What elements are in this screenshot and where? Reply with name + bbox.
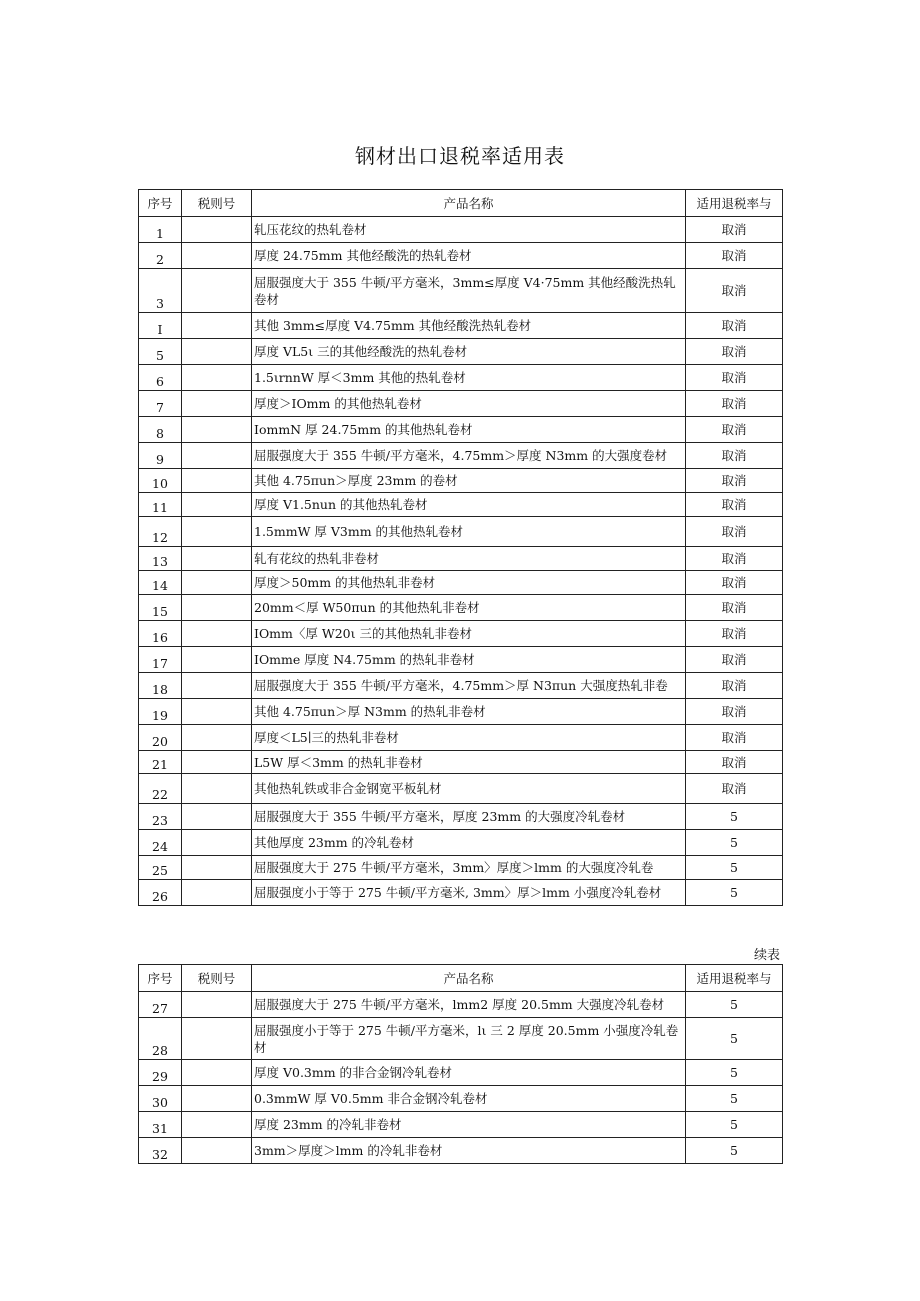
table-row — [139, 1112, 783, 1138]
table-header-row — [139, 965, 783, 992]
cell-seq: 17 — [139, 647, 182, 673]
cell-rate: 取消 — [686, 517, 783, 547]
cell-seq: 18 — [139, 673, 182, 699]
cell-seq: 2 — [139, 243, 182, 269]
cell-code — [182, 493, 252, 517]
cell-code — [182, 856, 252, 880]
cell-rate: 取消 — [686, 217, 783, 243]
cell-seq: 8 — [139, 417, 182, 443]
cell-rate: 5 — [686, 992, 783, 1018]
cell-name: IommN 厚 24.75mm 的其他热轧卷材 — [252, 417, 686, 443]
cell-code — [182, 725, 252, 751]
table-row — [139, 751, 783, 774]
cell-seq: 32 — [139, 1138, 182, 1164]
cell-name: 厚度＞IOmm 的其他热轧卷材 — [252, 391, 686, 417]
table-body — [139, 217, 783, 906]
cell-name: 屈服强度大于 355 牛顿/平方毫米，4.75mm＞厚 N3πun 大强度热轧非卷 — [252, 673, 686, 699]
cell-seq: 27 — [139, 992, 182, 1018]
table-row — [139, 595, 783, 621]
cell-code — [182, 417, 252, 443]
table-row — [139, 856, 783, 880]
cell-rate: 取消 — [686, 647, 783, 673]
cell-rate: 5 — [686, 1018, 783, 1060]
cell-rate: 5 — [686, 880, 783, 906]
table-row — [139, 517, 783, 547]
cell-code — [182, 571, 252, 595]
header-rate: 适用退税率与 — [686, 965, 783, 992]
header-name: 产品名称 — [252, 965, 686, 992]
cell-seq: 26 — [139, 880, 182, 906]
cell-seq: 28 — [139, 1018, 182, 1060]
table-row — [139, 699, 783, 725]
cell-name: 厚度 24.75mm 其他经酸洗的热轧卷材 — [252, 243, 686, 269]
cell-seq: 20 — [139, 725, 182, 751]
cell-rate: 5 — [686, 1112, 783, 1138]
cell-rate: 取消 — [686, 725, 783, 751]
cell-code — [182, 595, 252, 621]
cell-code — [182, 699, 252, 725]
cell-rate: 5 — [686, 856, 783, 880]
cell-rate: 取消 — [686, 365, 783, 391]
cell-name: 厚度 V1.5nun 的其他热轧卷材 — [252, 493, 686, 517]
cell-name: 屈服强度小于等于 275 牛顿/平方毫米，lι 三 2 厚度 20.5mm 小强度冷轧卷材 — [252, 1018, 686, 1060]
cell-name: 屈服强度大于 355 牛顿/平方毫米，3mm≤厚度 V4·75mm 其他经酸洗热轧卷材 — [252, 269, 686, 313]
cell-code — [182, 992, 252, 1018]
cell-code — [182, 443, 252, 469]
cell-rate: 取消 — [686, 243, 783, 269]
cell-name: 其他 4.75πun＞厚 N3mm 的热轧非卷材 — [252, 699, 686, 725]
cell-code — [182, 1086, 252, 1112]
cell-rate: 取消 — [686, 571, 783, 595]
cell-rate: 5 — [686, 1086, 783, 1112]
table-row — [139, 547, 783, 571]
table-row — [139, 339, 783, 365]
table-row — [139, 1138, 783, 1164]
table-row — [139, 647, 783, 673]
header-name: 产品名称 — [252, 190, 686, 217]
table-row — [139, 830, 783, 856]
cell-code — [182, 339, 252, 365]
cell-seq: 23 — [139, 804, 182, 830]
table-row — [139, 469, 783, 493]
cell-code — [182, 647, 252, 673]
refund-rate-table — [138, 189, 783, 906]
cell-rate: 5 — [686, 1138, 783, 1164]
cell-rate: 取消 — [686, 443, 783, 469]
cell-rate: 取消 — [686, 417, 783, 443]
cell-seq: 9 — [139, 443, 182, 469]
refund-rate-table-continued — [138, 964, 783, 1164]
cell-rate: 5 — [686, 1060, 783, 1086]
cell-code — [182, 751, 252, 774]
cell-rate: 取消 — [686, 751, 783, 774]
header-rate: 适用退税率与 — [686, 190, 783, 217]
cell-name: 轧压花纹的热轧卷材 — [252, 217, 686, 243]
cell-rate: 取消 — [686, 621, 783, 647]
table-row — [139, 673, 783, 699]
cell-name: 屈服强度大于 275 牛顿/平方毫米，lmm2 厚度 20.5mm 大强度冷轧卷材 — [252, 992, 686, 1018]
cell-code — [182, 469, 252, 493]
cell-name: L5W 厚＜3mm 的热轧非卷材 — [252, 751, 686, 774]
table-row — [139, 365, 783, 391]
cell-name: 厚度＞50mm 的其他热轧非卷材 — [252, 571, 686, 595]
cell-name: 厚度 V0.3mm 的非合金钢冷轧卷材 — [252, 1060, 686, 1086]
table-row — [139, 417, 783, 443]
cell-rate: 取消 — [686, 547, 783, 571]
cell-code — [182, 621, 252, 647]
cell-name: 屈服强度小于等于 275 牛顿/平方毫米, 3mm〉厚＞lmm 小强度冷轧卷材 — [252, 880, 686, 906]
table-row — [139, 571, 783, 595]
cell-code — [182, 243, 252, 269]
cell-seq: 22 — [139, 774, 182, 804]
cell-seq: 30 — [139, 1086, 182, 1112]
cell-name: 20mm＜厚 W50πun 的其他热轧非卷材 — [252, 595, 686, 621]
cell-seq: I — [139, 313, 182, 339]
cell-seq: 21 — [139, 751, 182, 774]
cell-name: 其他厚度 23mm 的冷轧卷材 — [252, 830, 686, 856]
cell-name: 1.5mmW 厚 V3mm 的其他热轧卷材 — [252, 517, 686, 547]
cell-seq: 3 — [139, 269, 182, 313]
table-row — [139, 1086, 783, 1112]
cell-name: 屈服强度大于 355 牛顿/平方毫米，厚度 23mm 的大强度冷轧卷材 — [252, 804, 686, 830]
cell-code — [182, 830, 252, 856]
cell-seq: 19 — [139, 699, 182, 725]
cell-code — [182, 673, 252, 699]
table-header-row — [139, 190, 783, 217]
cell-name: 轧有花纹的热轧非卷材 — [252, 547, 686, 571]
header-code: 税则号 — [182, 190, 252, 217]
cell-seq: 13 — [139, 547, 182, 571]
cell-rate: 取消 — [686, 699, 783, 725]
cell-rate: 取消 — [686, 469, 783, 493]
table-row — [139, 621, 783, 647]
cell-seq: 14 — [139, 571, 182, 595]
cell-seq: 24 — [139, 830, 182, 856]
table-row — [139, 725, 783, 751]
cell-code — [182, 804, 252, 830]
cell-rate: 取消 — [686, 391, 783, 417]
cell-rate: 取消 — [686, 774, 783, 804]
cell-seq: 11 — [139, 493, 182, 517]
cell-name: 其他 4.75πun＞厚度 23mm 的卷材 — [252, 469, 686, 493]
cell-rate: 5 — [686, 830, 783, 856]
table-row — [139, 1060, 783, 1086]
table-row — [139, 992, 783, 1018]
cell-name: 其他热轧铁或非合金钢宽平板轧材 — [252, 774, 686, 804]
table-row — [139, 391, 783, 417]
header-seq: 序号 — [139, 190, 182, 217]
cell-seq: 16 — [139, 621, 182, 647]
cell-code — [182, 517, 252, 547]
cell-name: 屈服强度大于 275 牛顿/平方毫米，3mm〉厚度＞lmm 的大强度冷轧卷 — [252, 856, 686, 880]
table-row — [139, 269, 783, 313]
cell-code — [182, 313, 252, 339]
cell-code — [182, 365, 252, 391]
cell-seq: 1 — [139, 217, 182, 243]
cell-name: 厚度 23mm 的冷轧非卷材 — [252, 1112, 686, 1138]
cell-code — [182, 269, 252, 313]
page-title: 钢材出口退税率适用表 — [355, 144, 565, 168]
cell-code — [182, 880, 252, 906]
cell-name: 3mm＞厚度＞lmm 的冷轧非卷材 — [252, 1138, 686, 1164]
cell-rate: 取消 — [686, 595, 783, 621]
cell-seq: 25 — [139, 856, 182, 880]
cell-code — [182, 1060, 252, 1086]
table-row — [139, 443, 783, 469]
cell-name: 1.5ιrnnW 厚＜3mm 其他的热轧卷材 — [252, 365, 686, 391]
table-row — [139, 880, 783, 906]
cell-code — [182, 1138, 252, 1164]
cell-code — [182, 774, 252, 804]
table-row — [139, 774, 783, 804]
cell-rate: 5 — [686, 804, 783, 830]
table-row — [139, 493, 783, 517]
cell-code — [182, 547, 252, 571]
cell-seq: 6 — [139, 365, 182, 391]
cell-name: 0.3mmW 厚 V0.5mm 非合金钢冷轧卷材 — [252, 1086, 686, 1112]
table-row — [139, 313, 783, 339]
header-seq: 序号 — [139, 965, 182, 992]
table-row — [139, 243, 783, 269]
cell-seq: 5 — [139, 339, 182, 365]
cell-name: 屈服强度大于 355 牛顿/平方毫米，4.75mm＞厚度 N3mm 的大强度卷材 — [252, 443, 686, 469]
cell-name: IOmm〈厚 W20ι 三的其他热轧非卷材 — [252, 621, 686, 647]
cell-rate: 取消 — [686, 493, 783, 517]
cell-code — [182, 1112, 252, 1138]
cell-seq: 10 — [139, 469, 182, 493]
cell-name: 厚度 VL5ι 三的其他经酸洗的热轧卷材 — [252, 339, 686, 365]
cell-seq: 12 — [139, 517, 182, 547]
table-row — [139, 217, 783, 243]
cell-rate: 取消 — [686, 339, 783, 365]
cell-rate: 取消 — [686, 313, 783, 339]
header-code: 税则号 — [182, 965, 252, 992]
table-row — [139, 804, 783, 830]
table-row — [139, 1018, 783, 1060]
cell-rate: 取消 — [686, 269, 783, 313]
cell-code — [182, 391, 252, 417]
continued-label: 续表 — [753, 948, 780, 963]
cell-code — [182, 1018, 252, 1060]
cell-name: IOmme 厚度 N4.75mm 的热轧非卷材 — [252, 647, 686, 673]
cell-code — [182, 217, 252, 243]
cell-seq: 7 — [139, 391, 182, 417]
cell-rate: 取消 — [686, 673, 783, 699]
table-body — [139, 992, 783, 1164]
cell-seq: 29 — [139, 1060, 182, 1086]
cell-seq: 31 — [139, 1112, 182, 1138]
cell-name: 其他 3mm≤厚度 V4.75mm 其他经酸洗热轧卷材 — [252, 313, 686, 339]
cell-name: 厚度＜L5∣三的热轧非卷材 — [252, 725, 686, 751]
cell-seq: 15 — [139, 595, 182, 621]
